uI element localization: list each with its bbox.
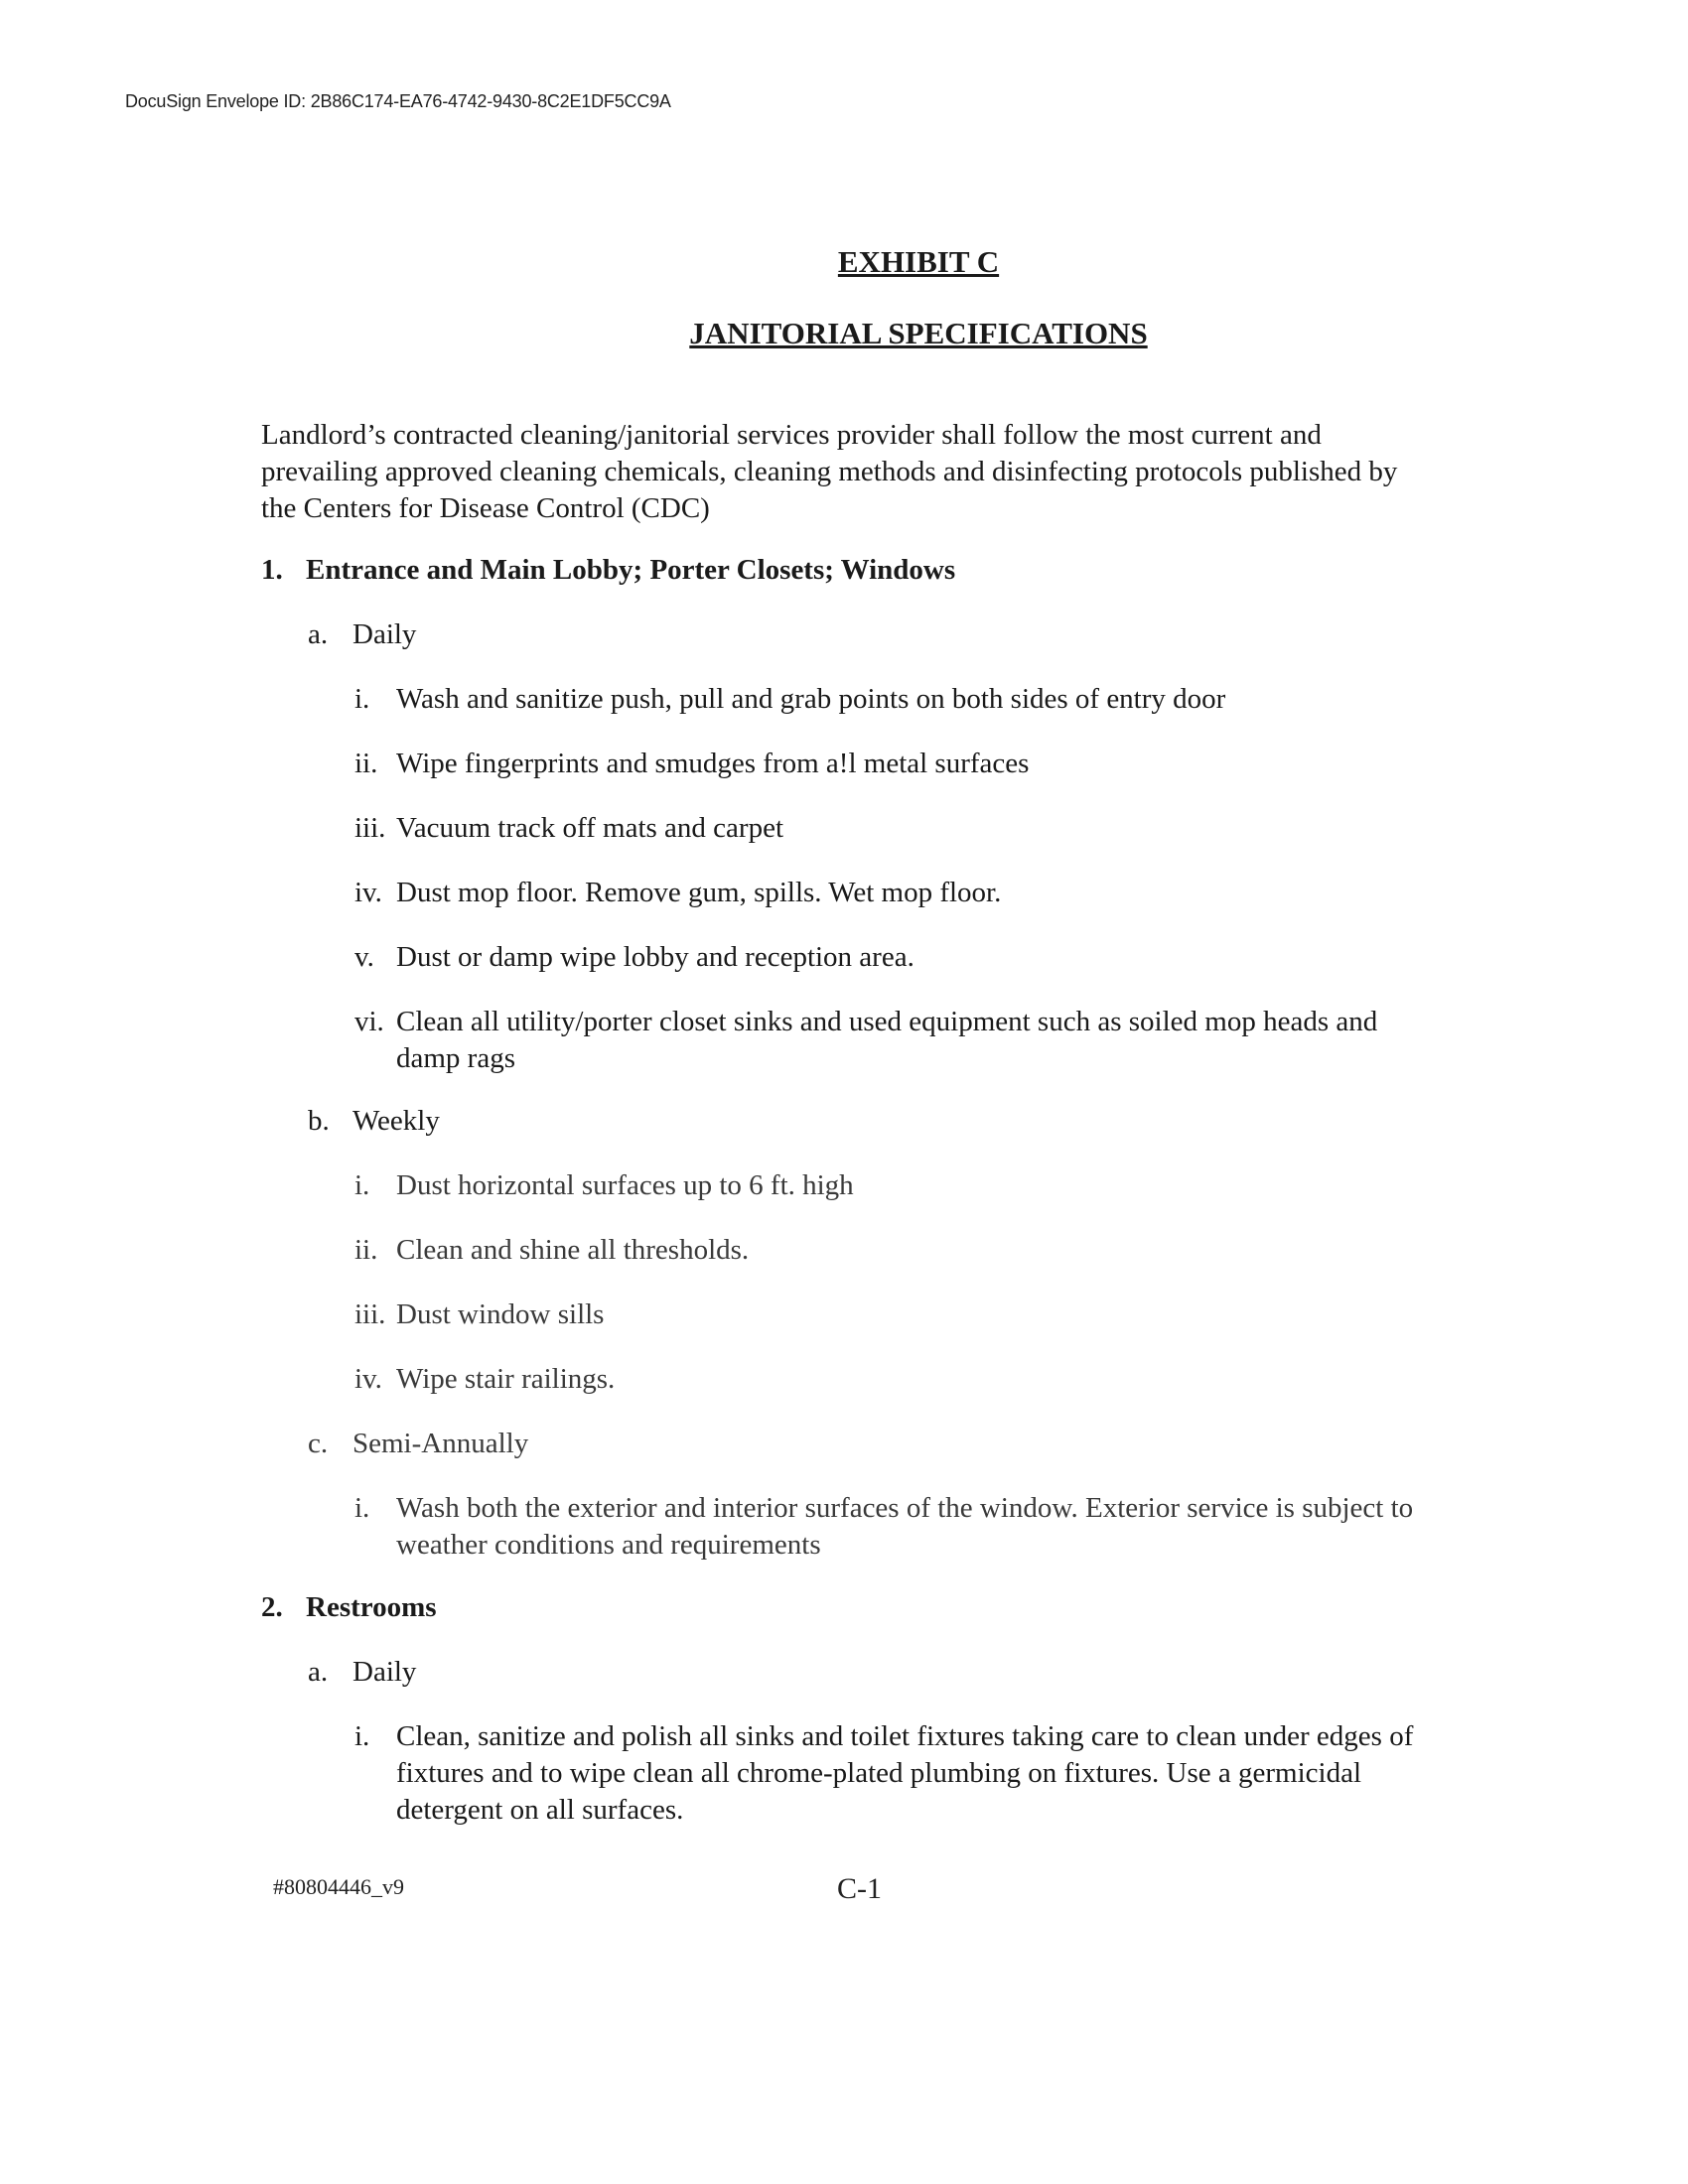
subsection-label: Daily <box>352 618 417 650</box>
list-item <box>354 1167 1437 1204</box>
item-number: i. <box>354 1720 370 1752</box>
item-text: Dust window sills <box>396 1298 605 1330</box>
footer-document-id: #80804446_v9 <box>273 1874 404 1899</box>
list-item <box>354 1004 1437 1077</box>
item-number: ii. <box>354 748 378 779</box>
section-number: 1. <box>261 554 283 586</box>
item-number: i. <box>354 1492 370 1524</box>
list-item <box>354 1297 1437 1333</box>
section-title: Entrance and Main Lobby; Porter Closets; Windows <box>306 554 956 586</box>
page-number: C-1 <box>837 1872 882 1905</box>
section-heading <box>261 552 955 589</box>
list-item <box>354 810 1437 847</box>
item-text: Clean all utility/porter closet sinks and used equipment such as soiled mop heads and damp rags <box>396 1006 1378 1074</box>
subsection-heading <box>308 616 416 653</box>
item-number: iv. <box>354 1363 382 1395</box>
spec-title: JANITORIAL SPECIFICATIONS <box>689 316 1148 350</box>
list-item <box>354 875 1437 911</box>
item-number: v. <box>354 941 374 973</box>
item-text: Dust horizontal surfaces up to 6 ft. high <box>396 1169 854 1201</box>
item-number: iv. <box>354 877 382 908</box>
item-number: i. <box>354 683 370 715</box>
subsection-letter: a. <box>308 618 329 650</box>
list-item <box>354 1232 1437 1269</box>
item-number: vi. <box>354 1006 384 1037</box>
list-item <box>354 1361 1437 1398</box>
list-item <box>354 1490 1437 1564</box>
item-text: Wipe fingerprints and smudges from a!l metal surfaces <box>396 748 1030 779</box>
list-item <box>354 746 1437 782</box>
subsection-label: Daily <box>352 1656 417 1688</box>
item-text: Wipe stair railings. <box>396 1363 616 1395</box>
subsection-label: Weekly <box>352 1105 440 1137</box>
docusign-envelope-id: DocuSign Envelope ID: 2B86C174-EA76-4742-9430-8C2E1DF5CC9A <box>125 91 671 111</box>
item-number: ii. <box>354 1234 378 1266</box>
exhibit-title: EXHIBIT C <box>837 244 1000 279</box>
item-text: Wash both the exterior and interior surfaces of the window. Exterior service is subject to weather conditions and requirements <box>396 1492 1414 1561</box>
section-number: 2. <box>261 1591 283 1623</box>
item-text: Wash and sanitize push, pull and grab points on both sides of entry door <box>396 683 1226 715</box>
subsection-heading <box>308 1654 416 1691</box>
subsection-letter: c. <box>308 1428 329 1459</box>
list-item <box>354 1718 1437 1829</box>
subsection-heading <box>308 1426 528 1462</box>
item-text: Vacuum track off mats and carpet <box>396 812 783 844</box>
item-number: iii. <box>354 1298 386 1330</box>
item-number: iii. <box>354 812 386 844</box>
subsection-letter: b. <box>308 1105 330 1137</box>
subsection-label: Semi-Annually <box>352 1428 529 1459</box>
section-heading <box>261 1589 437 1626</box>
item-text: Clean, sanitize and polish all sinks and toilet fixtures taking care to clean under edges of fixtures and to wipe clean all chrome-plated plumbing on fixtures. Use a germicidal detergent on all surfaces. <box>396 1720 1414 1826</box>
subsection-letter: a. <box>308 1656 329 1688</box>
item-text: Dust or damp wipe lobby and reception area. <box>396 941 914 973</box>
item-number: i. <box>354 1169 370 1201</box>
item-text: Clean and shine all thresholds. <box>396 1234 750 1266</box>
intro-paragraph: Landlord’s contracted cleaning/janitorial services provider shall follow the most current and prevailing approved cleaning chemicals, cleaning methods and disinfecting protocols published by the Centers for Disease Control (CDC) <box>261 419 1398 524</box>
subsection-heading <box>308 1103 440 1140</box>
list-item <box>354 681 1437 718</box>
section-title: Restrooms <box>306 1591 437 1623</box>
item-text: Dust mop floor. Remove gum, spills. Wet mop floor. <box>396 877 1002 908</box>
list-item <box>354 939 1437 976</box>
